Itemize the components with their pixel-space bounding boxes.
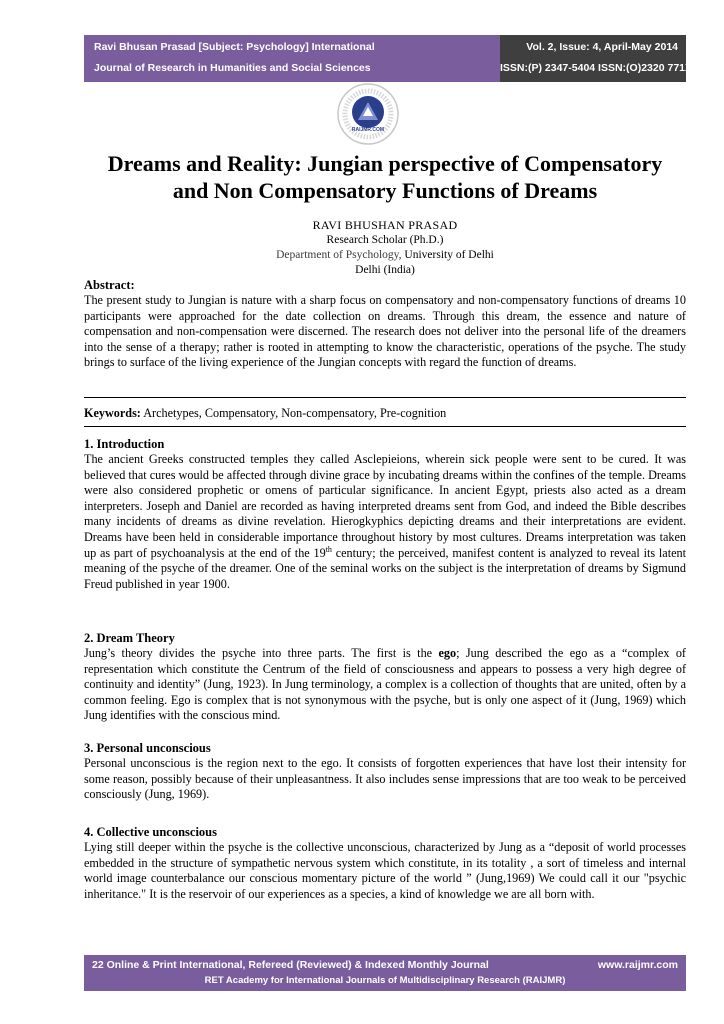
- introduction-sup: th: [325, 544, 332, 554]
- journal-header: [84, 35, 693, 82]
- author-department: Department of Psychology,: [276, 249, 402, 261]
- journal-footer: [84, 955, 686, 991]
- header-issn: ISSN:(P) 2347-5404 ISSN:(O)2320 771X: [500, 62, 693, 74]
- introduction-text: [84, 452, 686, 592]
- header-right-panel: [500, 35, 693, 82]
- header-left-panel: [84, 35, 500, 82]
- introduction-text-b: century; the perceived, manifest content is analyzed to reveal its latent meaning of the psyche of the dreamer. One of the seminal works on the subject is the interpretation of dreams by Sigmund Freud published in year 1900.: [84, 545, 686, 591]
- abstract-heading: Abstract:: [84, 278, 135, 292]
- header-volume-issue: Vol. 2, Issue: 4, April-May 2014: [526, 41, 678, 53]
- raijmr-seal-icon: [336, 82, 400, 146]
- abstract-text: The present study to Jungian is nature with a sharp focus on compensatory and non-compensatory functions of dreams 10 participants were approached for the date collection on dreams. Through this dream, the essence and nature of compensation and non-compensation were discerned. The research does not deliver into the personal life of the dreamers into the sense of a therapy; rather is rooted in attempting to know the characteristic, operations of the psyche. The study brings to surface of the living experience of the Jungian concepts with regard the function of dreams.: [84, 293, 686, 370]
- paper-title-line1: Dreams and Reality: Jungian perspective of Compensatory: [107, 151, 663, 176]
- section-personal-unconscious: [84, 741, 686, 803]
- introduction-heading: 1. Introduction: [84, 437, 165, 451]
- header-journal-name: Journal of Research in Humanities and Social Sciences: [94, 62, 371, 74]
- seal-text: RAIJMR.COM: [351, 127, 385, 133]
- abstract-section: [84, 278, 686, 371]
- author-university: University of Delhi: [401, 249, 494, 261]
- personal-unconscious-text: Personal unconscious is the region next to the ego. It consists of forgotten experiences that have lost their intensity for some reason, possibly because of their unpleasantness. It also includes sense impressions that are too weak to be perceived consciously (Jung, 1969).: [84, 756, 686, 802]
- footer-website-link[interactable]: www.raijmr.com: [597, 959, 678, 971]
- keywords-line: [84, 406, 686, 421]
- dream-theory-bold: ego: [438, 646, 457, 660]
- keywords-label: Keywords:: [84, 406, 141, 420]
- personal-unconscious-heading: 3. Personal unconscious: [84, 741, 211, 755]
- footer-journal-info: 22 Online & Print International, Refereed (Reviewed) & Indexed Monthly Journal: [92, 959, 489, 971]
- footer-publisher: RET Academy for International Journals of Multidisciplinary Research (RAIJMR): [204, 975, 566, 986]
- paper-title-line2: and Non Compensatory Functions of Dreams: [172, 178, 598, 203]
- introduction-text-a: The ancient Greeks constructed temples they called Asclepieions, wherein sick people were sent to be cured. It was believed that cures would be affected through divine grace by incubating dreams within the confines of the temple. Dreams were also considered prophetic or omens of particular significance. In ancient Egypt, priests also acted as a dream interpreters. Joseph and Daniel are recorded as having interpreted dreams sent from God, and indeed the Bible describes many incidents of dreams as divine revelation. Hierogkyphics depicting dreams and their interpretations are evident. Dreams have been held in considerable importance throughout history by most cultures. Dreams interpretation was taken up as part of psychoanalysis at the end of the 19: [84, 452, 686, 560]
- header-author-subject: Ravi Bhusan Prasad [Subject: Psychology] International: [94, 41, 375, 53]
- author-location: Delhi (India): [355, 264, 415, 276]
- author-name: RAVI BHUSHAN PRASAD: [312, 218, 458, 232]
- section-introduction: [84, 437, 686, 592]
- dream-theory-text: [84, 646, 686, 724]
- divider-top: [84, 397, 686, 398]
- collective-unconscious-heading: 4. Collective unconscious: [84, 825, 217, 839]
- author-role: Research Scholar (Ph.D.): [326, 234, 444, 246]
- dream-theory-heading: 2. Dream Theory: [84, 631, 175, 645]
- keywords-text: Archetypes, Compensatory, Non-compensatory, Pre-cognition: [140, 406, 447, 420]
- dream-theory-text-a: Jung’s theory divides the psyche into three parts. The first is the: [84, 646, 439, 660]
- paper-title: [84, 150, 686, 204]
- collective-unconscious-text: Lying still deeper within the psyche is the collective unconscious, characterized by Jung as a “deposit of world processes embedded in the structure of sympathetic nervous system which constitute, in its totality , a sort of timeless and internal world image counterbalance our conscious momentary picture of the world ” (Jung,1969) We could call it our "psychic inheritance." It is the reservoir of our experiences as a species, a kind of knowledge we are all born with.: [84, 840, 686, 901]
- author-block: [84, 218, 686, 278]
- section-dream-theory: [84, 631, 686, 724]
- dream-theory-text-b: ; Jung described the ego as a “complex of representation which constitute the Centrum of the field of consciousness and appears to possess a very high degree of continuity and identity” (Jung, 1923). In Jung terminology, a complex is a collection of thoughts that are united, often by a common feeling. Ego is complex that is not synonymous with the psyche, but is only one aspect of it (Jung, 1969) which Jung identifies with the conscious mind.: [84, 646, 686, 723]
- divider-bottom: [84, 426, 686, 427]
- section-collective-unconscious: [84, 825, 686, 902]
